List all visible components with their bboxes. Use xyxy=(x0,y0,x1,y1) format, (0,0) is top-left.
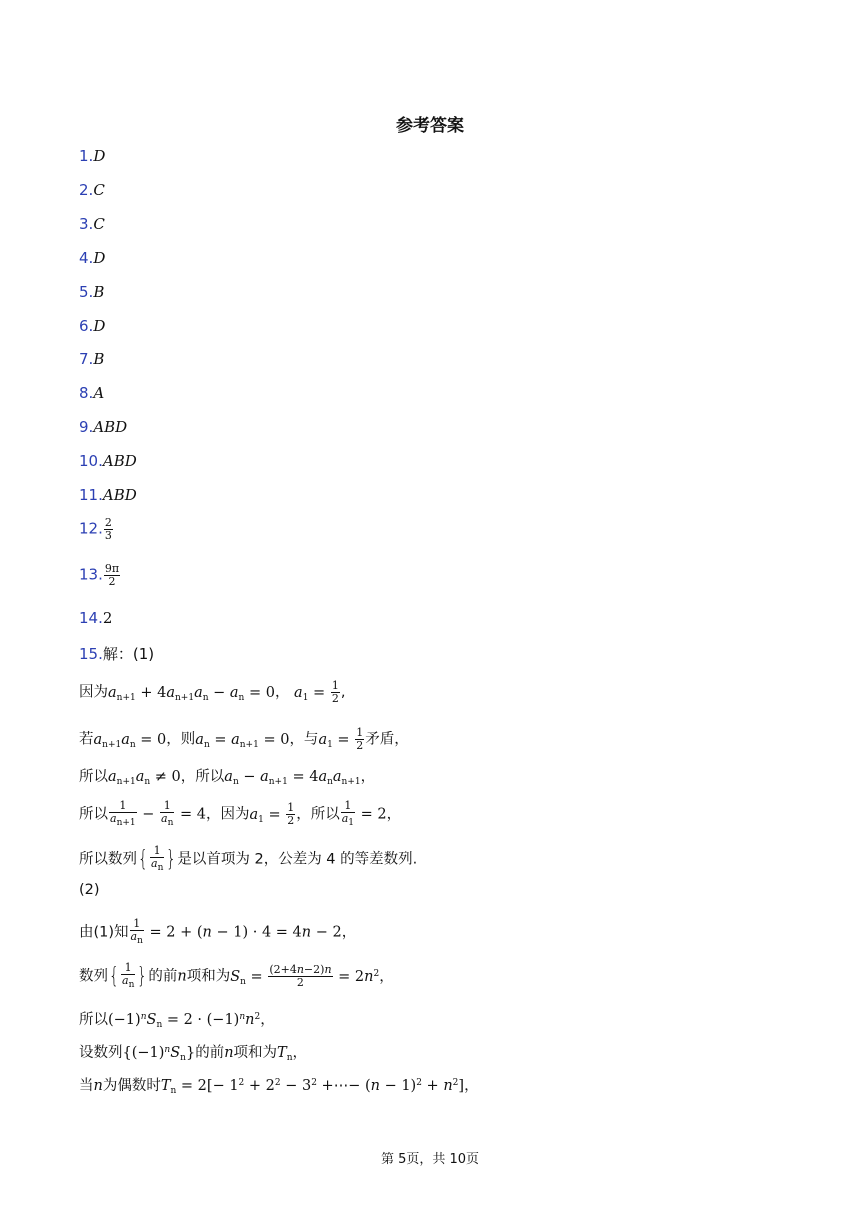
solution-line-8: 所以$(-1)^nS_n = 2 \cdot (-1)^nn^2$， xyxy=(79,1012,275,1030)
answer-14: 14.2 xyxy=(79,609,113,627)
part-2-heading: (2) xyxy=(79,882,100,898)
answer-1: 1.D xyxy=(79,147,106,165)
formula-recurrence: $a_{n+1} + 4a_{n+1}a_n - a_n = 0$ xyxy=(108,684,275,703)
answer-12: 12. $\frac{2}{3}$ xyxy=(79,516,112,543)
solution-line-5: 所以数列{ $\frac{1}{a_n}$ }是以首项为 2，公差为 4 的等差数列. xyxy=(79,844,418,874)
answer-10: 10.ABD xyxy=(79,452,137,470)
answer-6: 6.D xyxy=(79,317,106,335)
solution-line-3: 所以$a_{n+1}a_n \ne 0$，所以$a_n - a_{n+1} = 4a_na_{n+1}$， xyxy=(79,769,376,787)
solution-line-9: 设数列$\{(-1)^nS_n\}$的前n项和为$T_n$， xyxy=(79,1045,307,1063)
answer-13: 13. $\frac{9\pi}{2}$ xyxy=(79,562,120,589)
solution-line-2: 若$a_{n+1}a_n = 0$，则$a_n = a_{n+1} = 0$，与$a_1$ = $\frac{1}{2}$ 矛盾， xyxy=(79,726,409,753)
answer-2: 2.C xyxy=(79,181,105,199)
answer-12-fraction: $\frac{2}{3}$ xyxy=(104,516,112,543)
page-title: 参考答案 xyxy=(396,116,464,136)
solution-line-1: 因为$a_{n+1} + 4a_{n+1}a_n - a_n = 0$， $a_1$ = $\frac{1}{2}$ , xyxy=(79,679,346,706)
answer-7: 7.B xyxy=(79,350,105,368)
answer-11: 11.ABD xyxy=(79,486,137,504)
page-footer: 第 5页，共 10页 xyxy=(380,1152,480,1167)
solution-line-7: 数列{ $\frac{1}{a_n}$ }的前n项和为$S_n$ = $\frac{(2+4n-2)n}{2}$ = $2n^2$， xyxy=(79,961,394,991)
solution-line-4: 所以 $\frac{1}{a_{n+1}}$ − $\frac{1}{a_n}$ = 4，因为$a_1$ = $\frac{1}{2}$ ，所以 $\frac{1}{a_1}$ = 2， xyxy=(79,799,402,829)
solution-line-10: 当n为偶数时$T_n = 2[- 1^2 + 2^2 - 3^2$ +⋯− $(n - 1)^2 + n^2$]， xyxy=(79,1078,479,1096)
formula-a1: $a_1$ = xyxy=(294,684,330,703)
answer-15-heading: 15.解：(1) xyxy=(79,645,155,663)
answer-9: 9.ABD xyxy=(79,418,128,436)
answer-3: 3.C xyxy=(79,215,105,233)
answer-4: 4.D xyxy=(79,249,106,267)
solution-line-6: 由(1)知 $\frac{1}{a_n}$ = 2 + (n − 1) · 4 = 4n − 2， xyxy=(79,917,357,947)
answer-13-fraction: $\frac{9\pi}{2}$ xyxy=(104,562,120,589)
answer-8: 8.A xyxy=(79,384,105,402)
answer-5: 5.B xyxy=(79,283,105,301)
